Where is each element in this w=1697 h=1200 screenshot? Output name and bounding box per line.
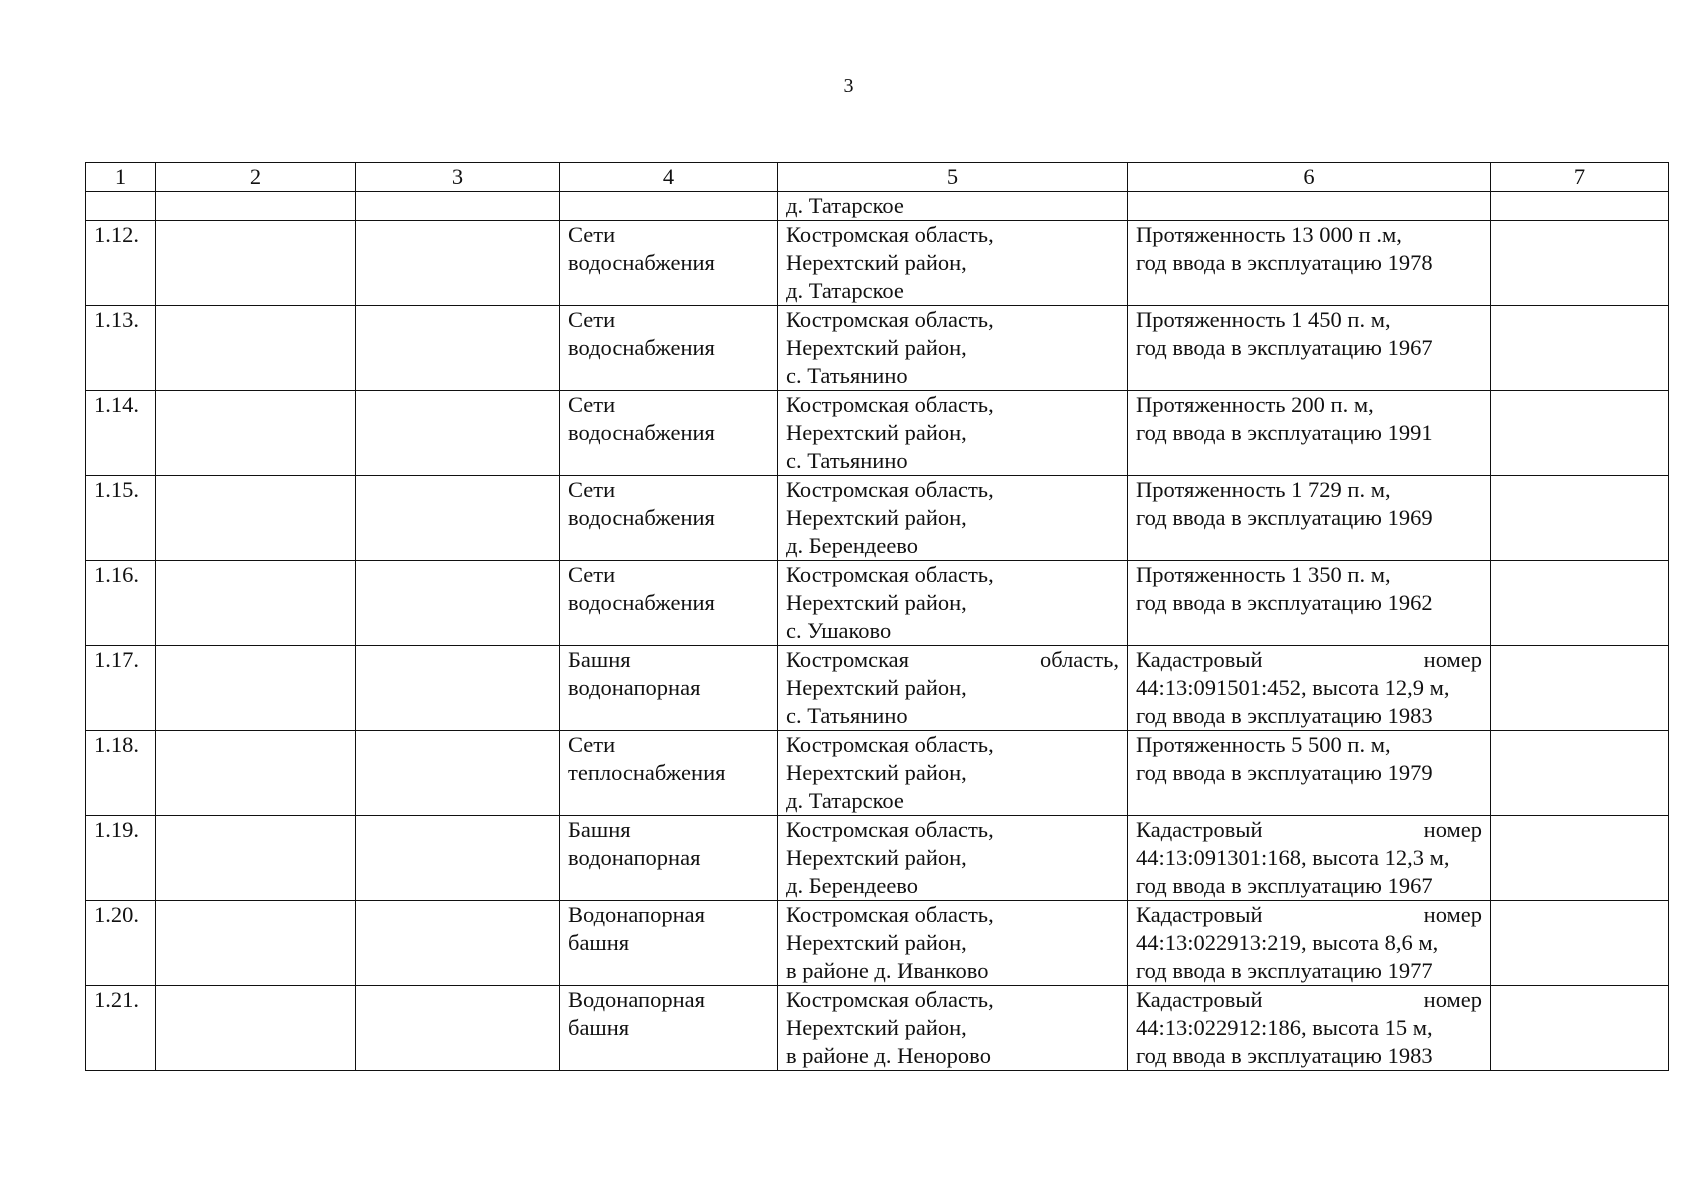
details-cell [1128,221,1491,306]
address-line: Нерехтский район, [786,760,967,785]
row-number-cell: 1.21. [86,986,156,1071]
address-line: Нерехтский район, [786,1015,967,1040]
object-name-cell [560,646,778,731]
address-cell [778,986,1128,1071]
table-cell [1491,901,1669,986]
column-header-1: 1 [86,163,156,192]
address-line: Нерехтский район, [786,930,967,955]
table-cell [1491,192,1669,221]
table-cell [156,561,356,646]
table-cell [156,391,356,476]
object-name-line: Сети [568,307,616,332]
table-row [86,476,1669,561]
object-name-cell [560,221,778,306]
details-line [1136,901,1482,929]
address-line: с. Татьянино [786,703,908,728]
object-name-line: Сети [568,392,616,417]
details-cell [1128,391,1491,476]
table-cell [356,192,560,221]
object-name-line: водонапорная [568,845,701,870]
address-line: Нерехтский район, [786,590,967,615]
object-name-line: теплоснабжения [568,760,726,785]
object-name-cell [560,901,778,986]
table-cell [156,476,356,561]
row-number-cell: 1.18. [86,731,156,816]
table-cell [156,192,356,221]
details-line [1136,816,1482,844]
property-registry-table [85,162,1669,1071]
details-line: год ввода в эксплуатацию 1962 [1136,590,1433,615]
table-cell [356,901,560,986]
details-line: год ввода в эксплуатацию 1967 [1136,335,1433,360]
word: Кадастровый [1136,902,1263,927]
table-cell [356,476,560,561]
object-name-line: Сети [568,732,616,757]
address-line: Костромская область, [786,307,994,332]
table-row [86,391,1669,476]
word: номер [1423,902,1482,927]
column-header-4: 4 [560,163,778,192]
details-line: год ввода в эксплуатацию 1978 [1136,250,1433,275]
word: область, [1039,647,1119,672]
table-cell [356,391,560,476]
table-cell [560,192,778,221]
details-cell [1128,646,1491,731]
address-line: д. Берендеево [786,533,919,558]
table-row [86,221,1669,306]
details-line: 44:13:091301:168, высота 12,3 м, [1136,845,1450,870]
row-number-cell: 1.17. [86,646,156,731]
object-name-line: водоснабжения [568,590,715,615]
details-line: Протяженность 200 п. м, [1136,392,1374,417]
word: номер [1423,817,1482,842]
table-cell [156,646,356,731]
object-name-line: водоснабжения [568,250,715,275]
address-line: в районе д. Неноровo [786,1043,992,1068]
details-line: Протяженность 1 350 п. м, [1136,562,1391,587]
word: номер [1423,647,1482,672]
object-name-line: башня [568,930,630,955]
row-number-cell: 1.12. [86,221,156,306]
table-cell [356,306,560,391]
object-name-line: водоснабжения [568,505,715,530]
object-name-cell [560,731,778,816]
address-line: Нерехтский район, [786,250,967,275]
address-line: д. Берендеево [786,873,919,898]
table-cell [156,221,356,306]
table-cell [1491,816,1669,901]
row-number-cell: 1.19. [86,816,156,901]
word: Кадастровый [1136,987,1263,1012]
details-cell [1128,306,1491,391]
address-cell [778,646,1128,731]
column-header-5: 5 [778,163,1128,192]
table-cell [1491,731,1669,816]
table-cell [86,192,156,221]
object-name-cell [560,476,778,561]
address-cell [778,192,1128,221]
column-header-3: 3 [356,163,560,192]
object-name-line: Сети [568,562,616,587]
details-line: год ввода в эксплуатацию 1967 [1136,873,1433,898]
row-number-cell: 1.16. [86,561,156,646]
table-cell [356,561,560,646]
object-name-line: Башня [568,817,631,842]
address-cell [778,391,1128,476]
details-line [1136,986,1482,1014]
address-line: д. Татарское [786,278,904,303]
details-cell [1128,561,1491,646]
address-line: Костромская область, [786,222,994,247]
details-line: Протяженность 1 729 п. м, [1136,477,1391,502]
table-cell [1491,476,1669,561]
table-cell [156,986,356,1071]
table-cell [356,731,560,816]
details-line: 44:13:022912:186, высота 15 м, [1136,1015,1433,1040]
table-cell [1491,986,1669,1071]
details-line [1136,646,1482,674]
details-line: год ввода в эксплуатацию 1983 [1136,1043,1433,1068]
object-name-line: Сети [568,222,616,247]
object-name-line: водоснабжения [568,420,715,445]
table-cell [1491,646,1669,731]
object-name-cell [560,816,778,901]
table-cell [156,816,356,901]
table-cell [156,306,356,391]
row-number-cell: 1.14. [86,391,156,476]
table-row [86,306,1669,391]
details-line: Протяженность 5 500 п. м, [1136,732,1391,757]
address-cell [778,901,1128,986]
address-line: Костромская область, [786,987,994,1012]
address-line [786,646,1119,674]
details-line: год ввода в эксплуатацию 1979 [1136,760,1433,785]
table-cell [1491,561,1669,646]
address-line: Костромская область, [786,817,994,842]
address-line: с. Татьянино [786,448,908,473]
object-name-line: Водонапорная [568,902,705,927]
address-cell [778,306,1128,391]
details-cell [1128,901,1491,986]
details-line: Протяженность 1 450 п. м, [1136,307,1391,332]
object-name-line: Сети [568,477,616,502]
address-line: с. Ушаково [786,618,892,643]
object-name-cell [560,306,778,391]
table-cell [156,901,356,986]
object-name-line: Башня [568,647,631,672]
word: Костромская [786,647,910,672]
details-line: Протяженность 13 000 п .м, [1136,222,1402,247]
address-line: в районе д. Иванково [786,958,989,983]
table-cell [356,816,560,901]
table-row [86,901,1669,986]
object-name-line: башня [568,1015,630,1040]
details-line: год ввода в эксплуатацию 1977 [1136,958,1433,983]
details-line: 44:13:091501:452, высота 12,9 м, [1136,675,1450,700]
address-line: Нерехтский район, [786,505,967,530]
word: номер [1423,987,1482,1012]
word: Кадастровый [1136,817,1263,842]
details-line: год ввода в эксплуатацию 1991 [1136,420,1433,445]
details-line: год ввода в эксплуатацию 1969 [1136,505,1433,530]
address-line: Нерехтский район, [786,420,967,445]
address-line: Нерехтский район, [786,335,967,360]
table-cell [156,731,356,816]
column-header-2: 2 [156,163,356,192]
table-cell [1491,391,1669,476]
table-cell [1491,306,1669,391]
table-row [86,561,1669,646]
row-number-cell: 1.20. [86,901,156,986]
details-cell [1128,816,1491,901]
details-cell [1128,986,1491,1071]
table-row [86,731,1669,816]
table-cell [1491,221,1669,306]
object-name-line: Водонапорная [568,987,705,1012]
object-name-cell [560,391,778,476]
address-line: д. Татарское [786,788,904,813]
address-cell [778,561,1128,646]
address-cell [778,731,1128,816]
column-header-6: 6 [1128,163,1491,192]
table-row [86,986,1669,1071]
address-line: Нерехтский район, [786,845,967,870]
column-number-header-row [86,163,1669,192]
address-line: Костромская область, [786,392,994,417]
details-line: год ввода в эксплуатацию 1983 [1136,703,1433,728]
address-line: Костромская область, [786,732,994,757]
details-cell [1128,476,1491,561]
table-cell [1128,192,1491,221]
address-line: с. Татьянино [786,363,908,388]
continuation-row [86,192,1669,221]
address-line: Костромская область, [786,477,994,502]
table-row [86,816,1669,901]
row-number-cell: 1.15. [86,476,156,561]
address-line: Костромская область, [786,902,994,927]
address-line: Костромская область, [786,562,994,587]
object-name-line: водоснабжения [568,335,715,360]
word: Кадастровый [1136,647,1263,672]
table-row [86,646,1669,731]
details-line: 44:13:022913:219, высота 8,6 м, [1136,930,1439,955]
address-line: Нерехтский район, [786,675,967,700]
row-number-cell: 1.13. [86,306,156,391]
table-cell [356,646,560,731]
object-name-cell [560,986,778,1071]
details-cell [1128,731,1491,816]
table-cell [356,221,560,306]
table-cell [356,986,560,1071]
column-header-7: 7 [1491,163,1669,192]
address-cell [778,476,1128,561]
page-number: 3 [843,75,854,97]
object-name-line: водонапорная [568,675,701,700]
object-name-cell [560,561,778,646]
address-line: д. Татарское [786,193,904,218]
address-cell [778,816,1128,901]
address-cell [778,221,1128,306]
